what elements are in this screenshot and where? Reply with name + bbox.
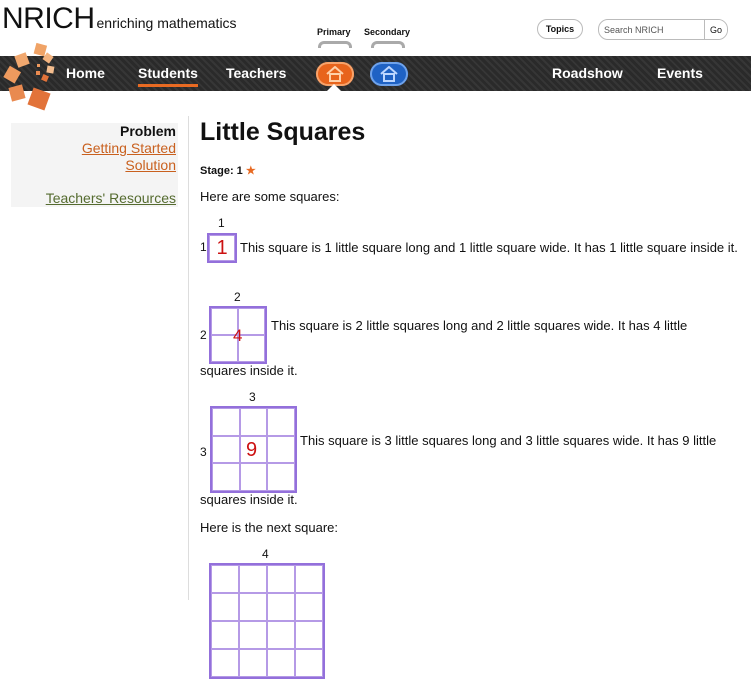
sidebar-link-teachers-resources[interactable]: Teachers' Resources [45,190,176,206]
sidebar [11,123,178,207]
stage-label: Stage: 1 [200,165,243,177]
hub-bracket-secondary [371,41,405,48]
hub-label-primary[interactable]: Primary [317,27,351,37]
search-box [598,19,728,40]
square-2-top-label: 2 [234,290,241,304]
nav-teachers[interactable]: Teachers [226,65,287,81]
intro-text: Here are some squares: [200,189,340,204]
square-2-count: 4 [233,326,243,345]
square-4-top-label: 4 [262,547,269,561]
nav-home[interactable]: Home [66,65,105,81]
nav-students[interactable]: Students [138,65,198,81]
home-icon [326,66,344,82]
square-3-side-label: 3 [200,445,207,459]
brand-name: NRICH [2,2,95,35]
square-2-description-line2: squares inside it. [200,363,298,378]
nav-pointer [327,84,341,91]
sidebar-title: Problem [119,123,176,139]
search-input[interactable] [599,20,705,39]
stage-indicator [200,164,256,177]
home-icon [380,66,398,82]
square-1-count: 1 [209,235,235,261]
nav-events[interactable]: Events [657,65,703,81]
square-1-side-label: 1 [200,240,207,254]
square-2-description-line1: This square is 2 little squares long and 2 little squares wide. It has 4 little [271,318,688,333]
main-nav [0,56,751,91]
square-1-description: This square is 1 little square long and 1 little square wide. It has 1 little square inside it. [240,240,738,255]
topics-button[interactable]: Topics [537,19,583,39]
nav-roadshow[interactable]: Roadshow [552,65,623,81]
brand-tagline: enriching mathematics [96,15,237,31]
square-4-grid [209,563,325,679]
sidebar-link-solution[interactable]: Solution [125,157,176,173]
square-3-description-line2: squares inside it. [200,492,298,507]
search-go-button[interactable]: Go [704,20,727,39]
hub-label-secondary[interactable]: Secondary [364,27,411,37]
page-title: Little Squares [200,118,366,146]
next-square-text: Here is the next square: [200,520,339,535]
square-3-top-label: 3 [249,390,256,404]
square-2-side-label: 2 [200,328,207,342]
sidebar-divider [188,116,189,600]
hub-bracket-primary [318,41,352,48]
site-logo-text[interactable] [2,2,237,36]
square-3-description-line1: This square is 3 little squares long and 3 little squares wide. It has 9 little [300,433,717,448]
square-3-count: 9 [246,439,258,461]
secondary-home-button[interactable] [370,62,408,86]
nrich-logo-icon[interactable] [0,38,66,114]
primary-home-button[interactable] [316,62,354,86]
square-1-top-label: 1 [218,216,225,230]
star-icon: ★ [245,165,256,177]
sidebar-link-getting-started[interactable]: Getting Started [81,140,176,156]
